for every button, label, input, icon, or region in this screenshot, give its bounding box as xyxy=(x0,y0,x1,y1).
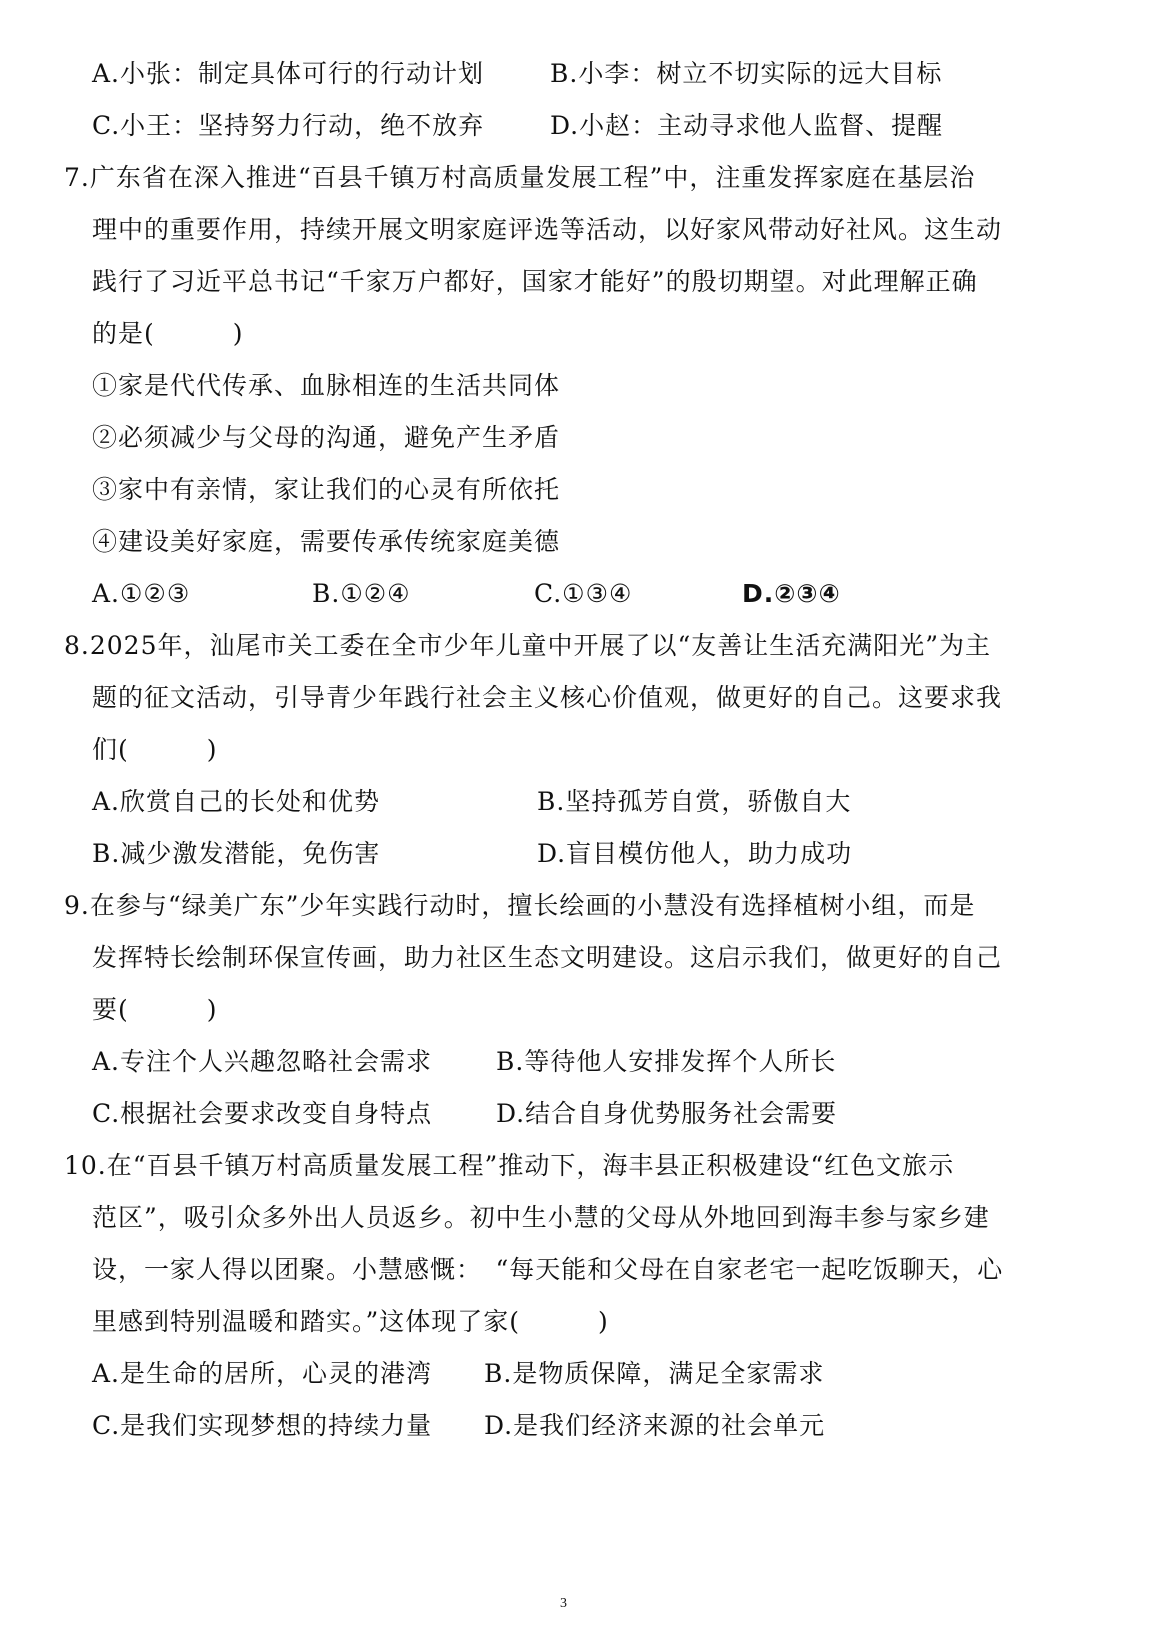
q7-stem-line-4: 的是( ) xyxy=(92,319,244,348)
q9-stem-line-3: 要( ) xyxy=(92,995,218,1024)
q10-stem-line-1: 10.在“百县千镇万村高质量发展工程”推动下，海丰县正积极建设“红色文旅示 xyxy=(64,1151,955,1180)
q10-stem-line-4: 里感到特别温暖和踏实。”这体现了家( ) xyxy=(92,1307,609,1336)
q8-option-d: D.盲目模仿他人，助力成功 xyxy=(537,839,853,868)
q7-option-c: C.①③④ xyxy=(534,579,633,608)
q9-stem-line-2: 发挥特长绘制环保宣传画，助力社区生态文明建设。这启示我们，做更好的自己 xyxy=(92,943,1003,972)
q9-option-b: B.等待他人安排发挥个人所长 xyxy=(496,1047,837,1076)
q8-option-a: A.欣赏自己的长处和优势 xyxy=(92,787,381,816)
q7-stem-line-3: 践行了习近平总书记“千家万户都好，国家才能好”的殷切期望。对此理解正确 xyxy=(92,267,978,296)
q7-statement-1: ①家是代代传承、血脉相连的生活共同体 xyxy=(92,371,561,400)
q10-stem-line-2: 范区”，吸引众多外出人员返乡。初中生小慧的父母从外地回到海丰参与家乡建 xyxy=(92,1203,990,1232)
q8-stem-line-3: 们( ) xyxy=(92,735,218,764)
page-number: 3 xyxy=(560,1596,567,1611)
q7-option-d: D.②③④ xyxy=(742,579,841,608)
q10-stem-line-3: 设，一家人得以团聚。小慧感慨： “每天能和父母在自家老宅一起吃饭聊天，心 xyxy=(92,1255,1004,1284)
q8-option-b: B.坚持孤芳自赏，骄傲自大 xyxy=(537,787,852,816)
q10-option-a: A.是生命的居所，心灵的港湾 xyxy=(92,1359,433,1388)
q7-stem-line-1: 7.广东省在深入推进“百县千镇万村高质量发展工程”中，注重发挥家庭在基层治 xyxy=(64,163,976,192)
q9-option-c: C.根据社会要求改变自身特点 xyxy=(92,1099,433,1128)
q8-option-c: B.减少激发潜能，免伤害 xyxy=(92,839,381,868)
q9-option-d: D.结合自身优势服务社会需要 xyxy=(496,1099,838,1128)
q6-option-a: A.小张：制定具体可行的行动计划 xyxy=(92,59,485,88)
q7-option-a: A.①②③ xyxy=(92,579,191,608)
q6-option-d: D.小赵：主动寻求他人监督、提醒 xyxy=(550,111,944,140)
q10-option-d: D.是我们经济来源的社会单元 xyxy=(484,1411,826,1440)
q6-option-b: B.小李：树立不切实际的远大目标 xyxy=(550,59,943,88)
q9-stem-line-1: 9.在参与“绿美广东”少年实践行动时，擅长绘画的小慧没有选择植树小组，而是 xyxy=(64,891,976,920)
q7-statement-2: ②必须减少与父母的沟通，避免产生矛盾 xyxy=(92,423,561,452)
q8-stem-line-2: 题的征文活动，引导青少年践行社会主义核心价值观，做更好的自己。这要求我 xyxy=(92,683,1003,712)
q7-option-b: B.①②④ xyxy=(312,579,411,608)
q7-statement-4: ④建设美好家庭，需要传承传统家庭美德 xyxy=(92,527,561,556)
q7-statement-3: ③家中有亲情，家让我们的心灵有所依托 xyxy=(92,475,561,504)
q7-stem-line-2: 理中的重要作用，持续开展文明家庭评选等活动，以好家风带动好社风。这生动 xyxy=(92,215,1003,244)
q9-option-a: A.专注个人兴趣忽略社会需求 xyxy=(92,1047,433,1076)
q6-option-c: C.小王：坚持努力行动，绝不放弃 xyxy=(92,111,485,140)
q8-stem-line-1: 8.2025年，汕尾市关工委在全市少年儿童中开展了以“友善让生活充满阳光”为主 xyxy=(64,631,992,660)
q10-option-b: B.是物质保障，满足全家需求 xyxy=(484,1359,825,1388)
q10-option-c: C.是我们实现梦想的持续力量 xyxy=(92,1411,433,1440)
